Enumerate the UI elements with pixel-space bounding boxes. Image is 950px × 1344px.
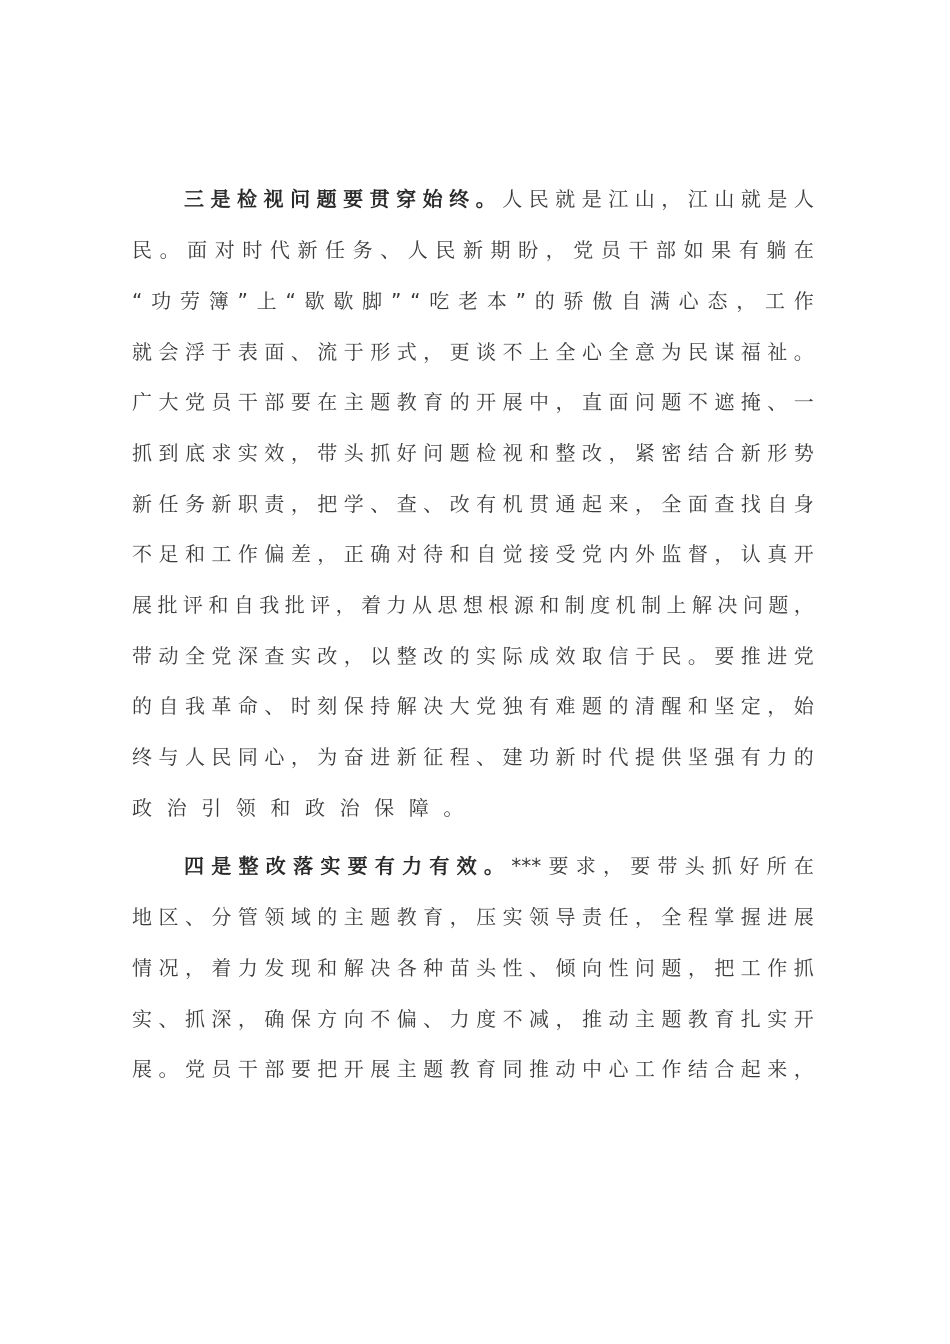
- text-line: 展 批 评 和 自 我 批 评 ， 着 力 从 思 想 根 源 和 制 度 机 制 上 解 决 问 题 ，: [132, 593, 814, 617]
- text-line: 广 大 党 员 干 部 要 在 主 题 教 育 的 开 展 中 ， 直 面 问 题 不 遮 掩 、 一: [132, 390, 814, 414]
- text-line: 的 自 我 革 命 、 时 刻 保 持 解 决 大 党 独 有 难 题 的 清 醒 和 坚 定 ， 始: [132, 694, 814, 718]
- text-line: 四 是 整 改 落 实 要 有 力 有 效 。 *** 要 求 ， 要 带 头 抓 好 所 在: [184, 854, 814, 878]
- text-line: 终 与 人 民 同 心 ， 为 奋 进 新 征 程 、 建 功 新 时 代 提 供 坚 强 有 力 的: [132, 745, 814, 769]
- text-line: 三 是 检 视 问 题 要 贯 穿 始 终 。 人 民 就 是 江 山 ， 江 山 就 是 人: [184, 187, 814, 211]
- text-line: 民 。 面 对 时 代 新 任 务 、 人 民 新 期 盼 ， 党 员 干 部 如 果 有 躺 在: [132, 238, 814, 262]
- text-line: 实 、 抓 深 ， 确 保 方 向 不 偏 、 力 度 不 减 ， 推 动 主 题 教 育 扎 实 开: [132, 1007, 814, 1031]
- text-line: 新 任 务 新 职 责 ， 把 学 、 查 、 改 有 机 贯 通 起 来 ， 全 面 查 找 自 身: [132, 492, 814, 516]
- text-line: 带 动 全 党 深 查 实 改 ， 以 整 改 的 实 际 成 效 取 信 于 民 。 要 推 进 党: [132, 644, 814, 668]
- text-line: 就 会 浮 于 表 面 、 流 于 形 式 ， 更 谈 不 上 全 心 全 意 为 民 谋 福 祉 。: [132, 340, 814, 364]
- text-line: “ 功 劳 簿 ” 上 “ 歇 歇 脚 ” “ 吃 老 本 ” 的 骄 傲 自 满 心 态 ， 工 作: [132, 289, 814, 313]
- text-line: 不 足 和 工 作 偏 差 ， 正 确 对 待 和 自 觉 接 受 党 内 外 监 督 ， 认 真 开: [132, 542, 814, 566]
- text-line: 政 治 引 领 和 政 治 保 障 。: [132, 796, 464, 820]
- text-line: 抓 到 底 求 实 效 ， 带 头 抓 好 问 题 检 视 和 整 改 ， 紧 密 结 合 新 形 势: [132, 441, 814, 465]
- text-line: 地 区 、 分 管 领 域 的 主 题 教 育 ， 压 实 领 导 责 任 ， 全 程 掌 握 进 展: [132, 905, 814, 929]
- text-line: 情 况 ， 着 力 发 现 和 解 决 各 种 苗 头 性 、 倾 向 性 问 题 ， 把 工 作 抓: [132, 956, 814, 980]
- text-line: 展 。 党 员 干 部 要 把 开 展 主 题 教 育 同 推 动 中 心 工 作 结 合 起 来 ，: [132, 1057, 814, 1081]
